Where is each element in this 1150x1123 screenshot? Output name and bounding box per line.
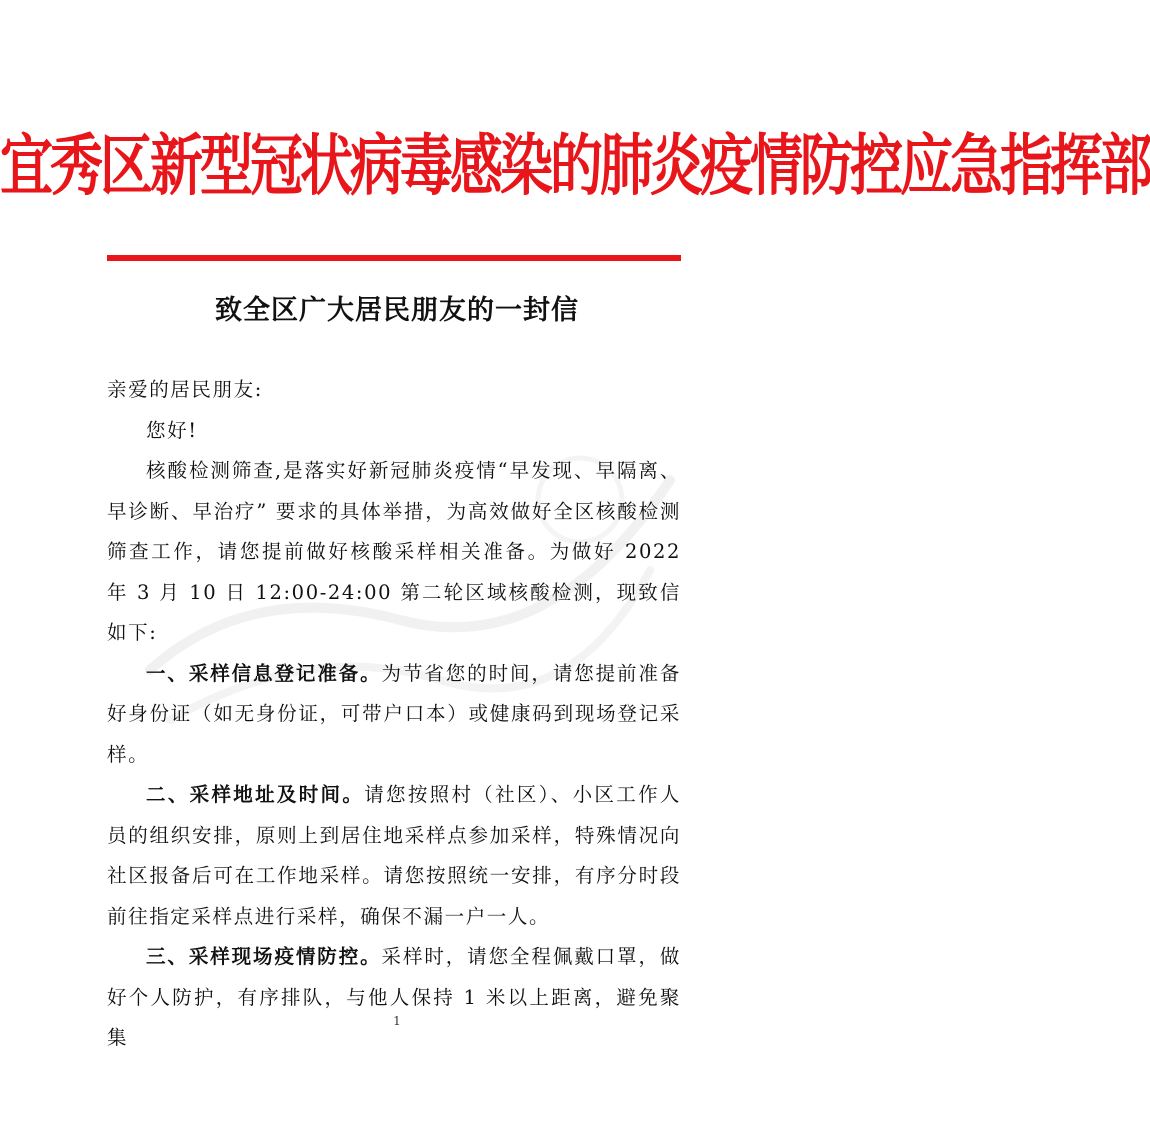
salutation: 亲爱的居民朋友: [107, 378, 263, 401]
section-paragraph [107, 654, 681, 776]
issuing-authority-header: 宜秀区新型冠状病毒感染的肺炎疫情防控应急指挥部 [0, 128, 1150, 205]
section-text: 请您按照村（社区）、小区工作人员的组织安排，原则上到居住地采样点参加采样，特殊情况向社区报备后可在工作地采样。请您按照统一安排，有序分时段前往指定采样点进行采样，确保不漏一户一人。 [107, 783, 681, 928]
page-number: 1 [393, 1014, 401, 1028]
letter-body [107, 370, 681, 1059]
section-paragraph [107, 775, 681, 937]
section-text: 采样时，请您全程佩戴口罩，做好个人防护，有序排队，与他人保持 1 米以上距离，避免聚集 [107, 945, 681, 1049]
letter-title: 致全区广大居民朋友的一封信 [215, 295, 579, 326]
red-divider-line [107, 255, 681, 261]
greeting: 您好! [146, 418, 198, 442]
section-text: 为节省您的时间，请您提前准备好身份证（如无身份证，可带户口本）或健康码到现场登记采样。 [107, 661, 681, 766]
section-heading: 一、采样信息登记准备。 [146, 661, 382, 685]
section-paragraph [107, 937, 681, 1059]
section-heading: 二、采样地址及时间。 [146, 783, 365, 806]
section-heading: 三、采样现场疫情防控。 [146, 945, 382, 968]
intro-paragraph: 核酸检测筛查,是落实好新冠肺炎疫情“早发现、早隔离、早诊断、早治疗” 要求的具体举措，为高效做好全区核酸检测筛查工作，请您提前做好核酸采样相关准备。为做好 2022 年 3 月 10 日 12:00-24:00 第二轮区域核酸检测，现致信如下: [107, 459, 681, 644]
